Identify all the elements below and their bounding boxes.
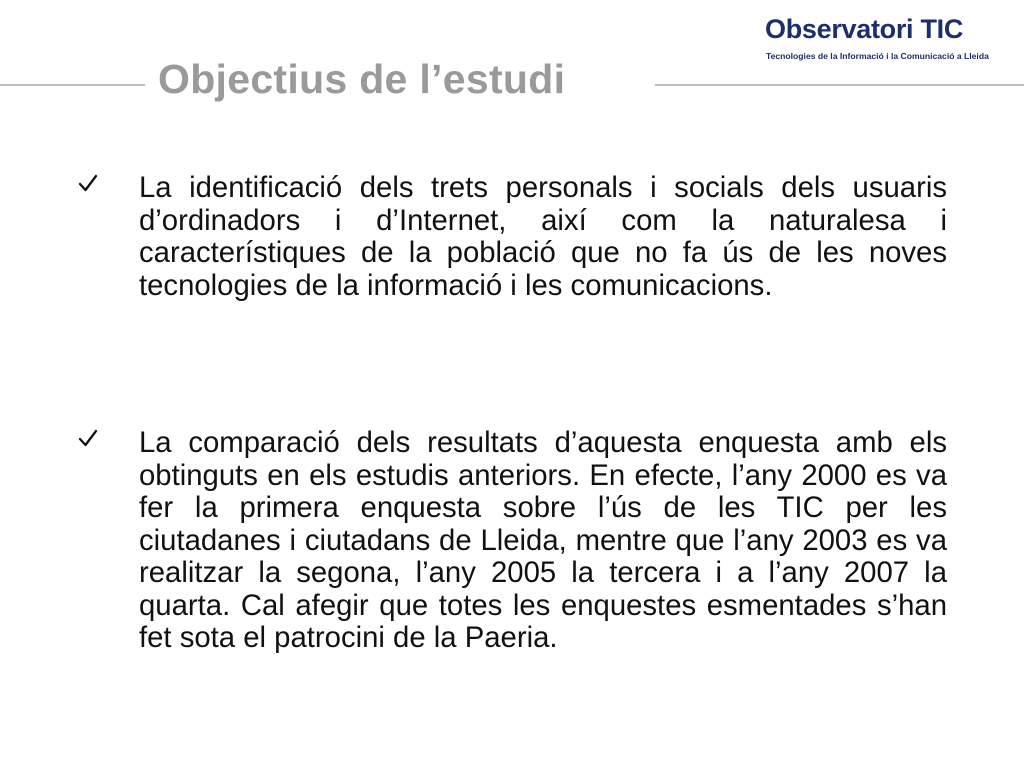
bullet-text-2: La comparació dels resultats d’aquesta enquesta amb els obtinguts en els estudis anteriors. En efecte, l’any 2000 es va fer la primera enquesta sobre l’ús de les TIC per les ciutadanes i ciutadans de Lleida, mentre que l’any 2003 es va realitzar la segona, l’any 2005 la tercera i a l’any 2007 la quarta. Cal afegir que totes les enquestes esmentades s’han fet sota el patrocini de la Paeria.: [139, 426, 947, 654]
check-icon: [77, 427, 99, 449]
logo-tagline: Tecnologies de la Informació i la Comunicació a Lleida: [766, 51, 989, 61]
bullet-text-1: La identificació dels trets personals i socials dels usuaris d’ordinadors i d’Internet, així com la naturalesa i característiques de la població que no fa ús de les noves tecnologies de la informació i les comunicacions.: [139, 171, 947, 302]
logo-name: Observatori TIC: [765, 14, 964, 44]
slide-title: Objectius de l’estudi: [158, 56, 566, 102]
check-icon: [77, 172, 99, 194]
